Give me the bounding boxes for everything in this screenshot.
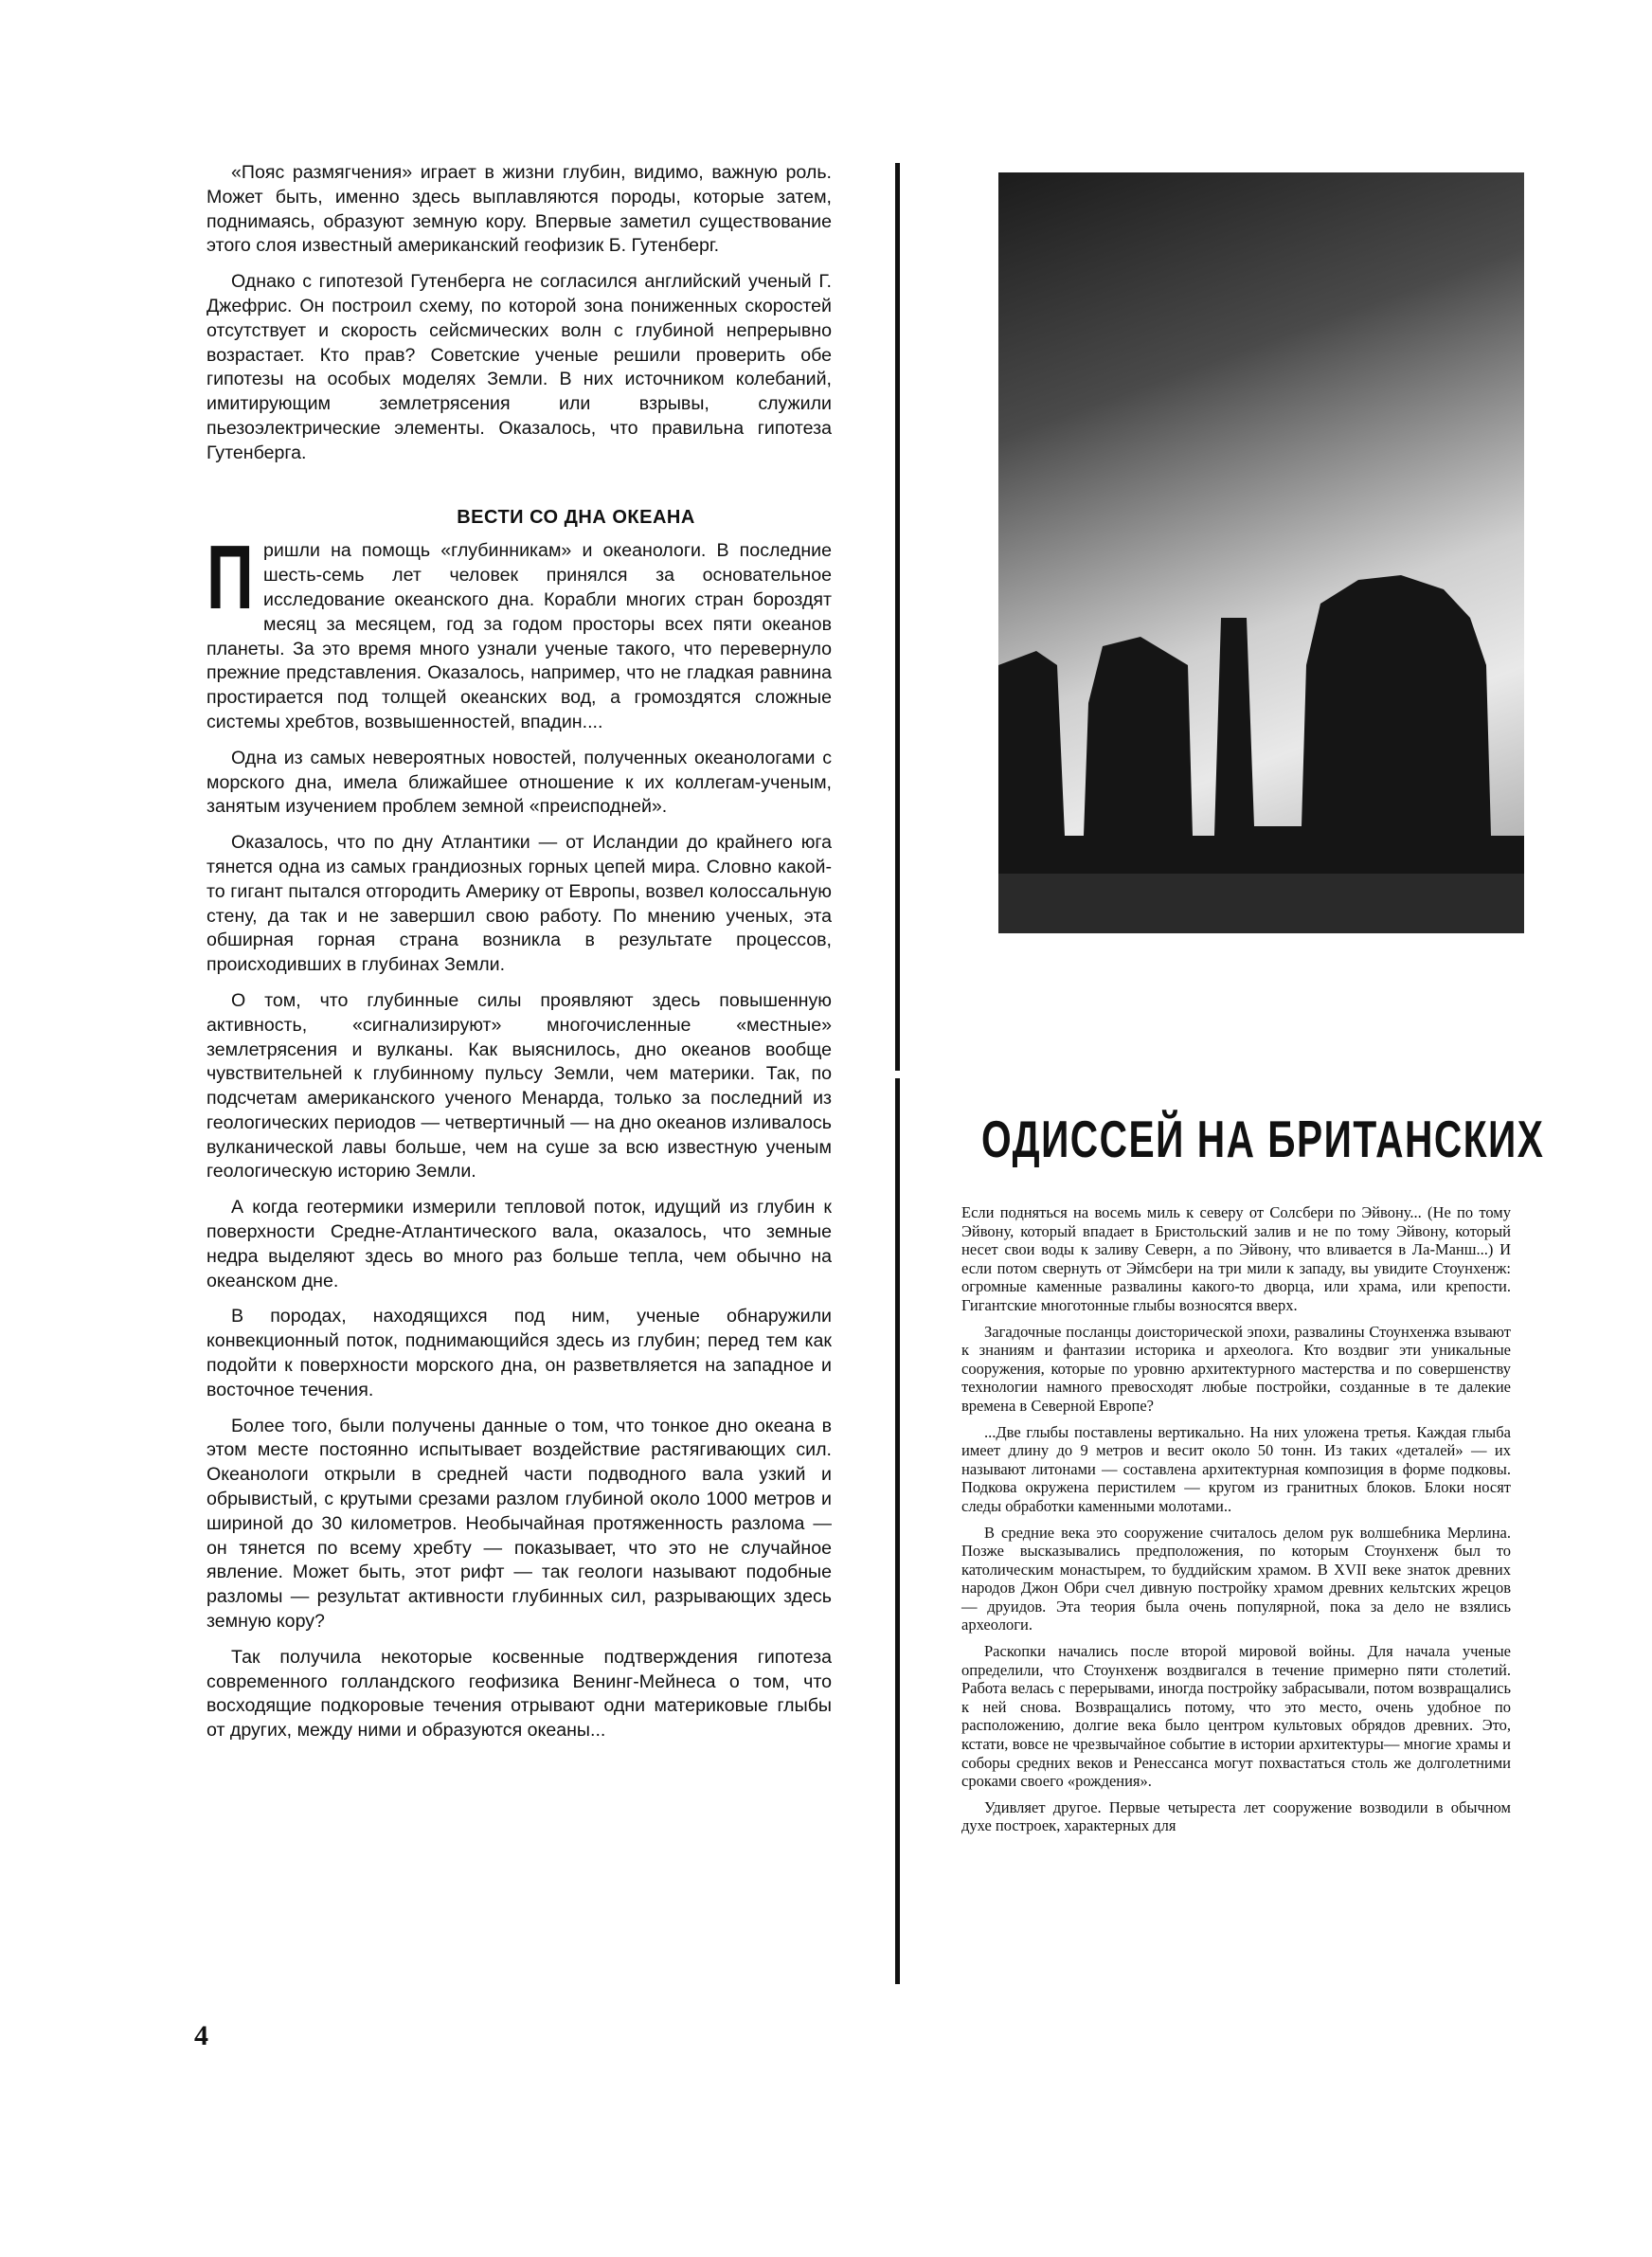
stonehenge-silhouette bbox=[998, 172, 1524, 933]
page-number: 4 bbox=[194, 2020, 208, 2051]
paragraph: Удивляет другое. Первые четыреста лет сооружение возводили в обычном духе построек, характерных для bbox=[961, 1797, 1511, 1835]
paragraph: Более того, были получены данные о том, что тонкое дно океана в этом месте постоянно испытывает воздействие растягивающих сил. Океанологи открыли в средней части подводного вала узкий и обрывистый, с крутыми срезами разлом глубиной около 1000 метров и шириной до 30 километров. Необычайная протяженность разлома — он тянется по всему хребту — показывает, что это не случайное явление. Может быть, этот рифт — так геологи называют подобные разломы — результат активности глубинных сил, разрывающих здесь земную кору? bbox=[206, 1415, 832, 1633]
paragraph: Раскопки начались после второй мировой войны. Для начала ученые определили, что Стоунхенж воздвигался в течение примерно пяти столетий. Работа велась с перерывами, иногда постройку забрасывали, потом возвращались к ней снова. Возвращались потому, что это место, очень удобное по расположению, долгие века было центром культовых обрядов древних. Это, кстати, вовсе не чрезвычайное событие в истории архитектуры— многие храмы и соборы средних веков и Ренессанса могут похвастаться столь же долголетними сроками своего «рождения». bbox=[961, 1642, 1511, 1791]
paragraph: ...Две глыбы поставлены вертикально. На них уложена третья. Каждая глыба имеет длину до 9 метров и весит около 50 тонн. Из таких «деталей» — их называют литонами — составлена архитектурная композиция в форме подковы. Подкова окружена перистилем — кругом из гранитных блоков. Блоки носят следы обработки каменными молотами.. bbox=[961, 1422, 1511, 1515]
first-paragraph-text: ришли на помощь «глубинникам» и океанологи. В последние шесть-семь лет человек принялся за основательное исследование океанского дна. Корабли многих стран бороздят месяц за месяцем, год за годом просторы всех пяти океанов планеты. За это время много узнали ученые такого, что перевернуло прежние представления. Оказалось, например, что не гладкая равнина простирается под толщей океанских вод, а громоздятся сложные системы хребтов, возвышенностей, впадин.... bbox=[206, 540, 832, 732]
first-paragraph bbox=[206, 527, 832, 734]
right-column bbox=[961, 1203, 1511, 1843]
paragraph: В породах, находящихся под ним, ученые обнаружили конвекционный поток, поднимающийся здесь из глубин; перед тем как подойти к поверхности морского дна, он разветвляется на западное и восточное течения. bbox=[206, 1306, 832, 1400]
stonehenge-photo bbox=[998, 172, 1524, 933]
paragraph: Так получила некоторые косвенные подтверждения гипотеза современного голландского геофизика Венинг-Мейнеса о том, что восходящие подкоровые течения отрывают одни материковые глыбы от других, между ними и образуются океаны... bbox=[206, 1646, 832, 1742]
paragraph: О том, что глубинные силы проявляют здесь повышенную активность, «сигнализируют» многочисленные «местные» землетрясения и вулканы. Как выяснилось, дно океанов вообще чувствительней к глубинному пульсу Земли, чем материки. Так, по подсчетам американского ученого Менарда, только за последний из геологических периодов — четвертичный — на дно океанов изливалось вулканической лавы больше, чем на суше за всю известную ученым геологическую историю Земли. bbox=[206, 989, 832, 1183]
article-title: ОДИССЕЙ НА БРИТАНСКИХ bbox=[981, 1110, 1545, 1168]
paragraph: Оказалось, что по дну Атлантики — от Исландии до крайнего юга тянется одна из самых грандиозных горных цепей мира. Словно какой-то гигант пытался отгородить Америку от Европы, возвел колоссальную стену, да так и не завершил свою работу. По мнению ученых, эта обширная горная страна возникла в результате процессов, происходивших в глубинах Земли. bbox=[206, 832, 832, 976]
drop-cap: П bbox=[206, 527, 254, 629]
section-body bbox=[206, 527, 832, 1743]
column-divider-gap bbox=[895, 1071, 900, 1078]
paragraph: Загадочные посланцы доисторической эпохи, развалины Стоунхенжа взывают к знаниям и фантазии историка и археолога. Кто воздвиг эти уникальные сооружения, которые по уровню архитектурного мастерства и по совершенству технологии намного превосходят любые постройки, созданные в те далекие времена в Северной Европе? bbox=[961, 1322, 1511, 1415]
paragraph: Одна из самых невероятных новостей, полученных океанологами с морского дна, имела ближайшее отношение к их коллегам-ученым, занятым изучением проблем земной «преисподней». bbox=[206, 747, 832, 818]
paragraph: В средние века это сооружение считалось делом рук волшебника Мерлина. Позже высказывались предположения, по которым Стоунхенж был то католическим монастырем, то буддийским храмом. В XVII веке знаток древних народов Джон Обри счел дивную постройку храмом древних кельтских жрецов — друидов. Эта теория была очень популярной, пока за дело не взялись археологи. bbox=[961, 1523, 1511, 1634]
left-column bbox=[206, 161, 832, 1755]
paragraph: Однако с гипотезой Гутенберга не согласился английский ученый Г. Джефрис. Он построил схему, по которой зона пониженных скоростей отсутствует и скорость сейсмических волн с глубиной непрерывно возрастает. Кто прав? Советские ученые решили проверить обе гипотезы на особых моделях Земли. В них источником колебаний, имитирующим землетрясения или взрывы, служили пьезоэлектрические элементы. Оказалось, что правильна гипотеза Гутенберга. bbox=[206, 271, 832, 463]
paragraph: «Пояс размягчения» играет в жизни глубин, видимо, важную роль. Может быть, именно здесь выплавляются породы, которые затем, поднимаясь, образуют земную кору. Впервые заметил существование этого слоя известный американский геофизик Б. Гутенберг. bbox=[206, 162, 832, 257]
paragraph: Если подняться на восемь миль к северу от Солсбери по Эйвону... (Не по тому Эйвону, который впадает в Бристольский залив и не по тому Эйвону, который несет свои воды к заливу Северн, а по Эйвону, что вливается в Ла-Манш...) И если потом свернуть от Эймсбери на три мили к западу, вы увидите Стоунхенж: огромные каменные развалины какого-то дворца, или храма, или крепости. Гигантские многотонные глыбы возносятся вверх. bbox=[961, 1203, 1511, 1314]
paragraph: А когда геотермики измерили тепловой поток, идущий из глубин к поверхности Средне-Атлантического вала, оказалось, что земные недра выделяют здесь во много раз больше тепла, чем обычно на океанском дне. bbox=[206, 1197, 832, 1291]
section-heading: ВЕСТИ СО ДНА ОКЕАНА bbox=[457, 506, 695, 528]
